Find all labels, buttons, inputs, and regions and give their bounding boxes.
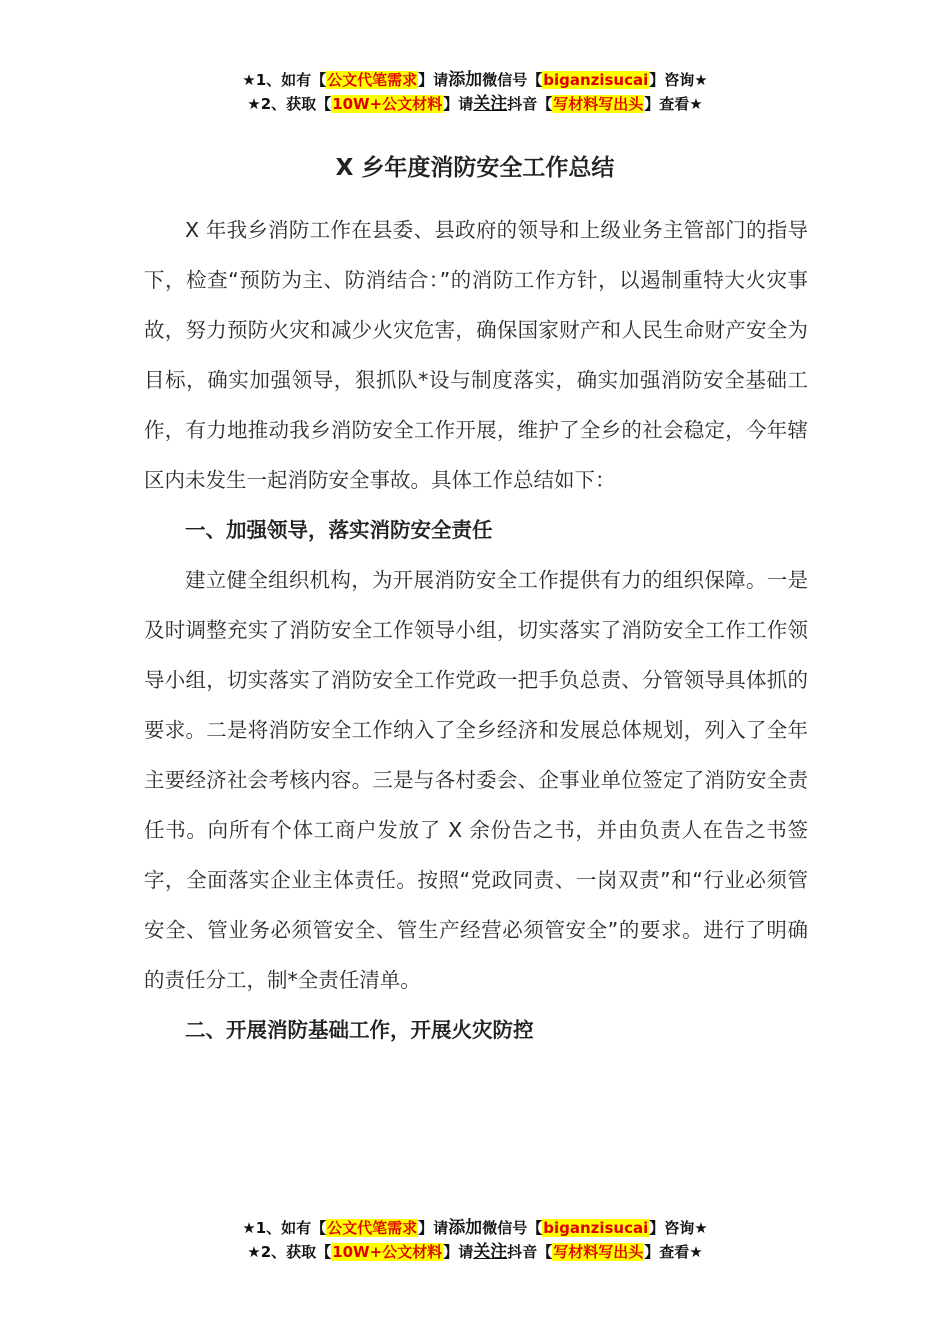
promo-banner-top [0,68,950,116]
promo-line-1 [0,1216,950,1240]
promo-highlight-wechat: biganzisucai [543,71,649,89]
promo-text: ★2、获取【 [247,95,332,113]
promo-text: 抖音【 [507,95,553,113]
promo-banner-bottom [0,1216,950,1264]
promo-text: 】查看★ [644,1243,703,1261]
section-paragraph-1: 建立健全组织机构，为开展消防安全工作提供有力的组织保障。一是及时调整充实了消防安全工作领导小组，切实落实了消防安全工作工作领导小组，切实落实了消防安全工作党政一把手负总责、分管领导具体抓的要求。二是将消防安全工作纳入了全乡经济和发展总体规划，列入了全年主要经济社会考核内容。三是与各村委会、企事业单位签定了消防安全责任书。向所有个体工商户发放了 X 余份告之书，并由负责人在告之书签字，全面落实企业主体责任。按照“党政同责、一岗双责”和“行业必须管安全、管业务必须管安全、管生产经营必须管安全”的要求。进行了明确的责任分工，制*全责任清单。 [144,568,808,992]
intro-paragraph: X 年我乡消防工作在县委、县政府的领导和上级业务主管部门的指导下，检查“预防为主、防消结合：”的消防工作方针，以遏制重特大火灾事故，努力预防火灾和减少火灾危害，确保国家财产和人民生命财产安全为目标，确实加强领导，狠抓队*设与制度落实，确实加强消防安全基础工作，有力地推动我乡消防安全工作开展，维护了全乡的社会稳定，今年辖区内未发生一起消防安全事故。具体工作总结如下： [144,218,808,492]
promo-text: 微信号【 [482,1219,543,1237]
promo-text: 】请 [418,71,449,89]
promo-line-2 [0,92,950,116]
document-body [144,205,808,1055]
promo-highlight: 公文代笔需求 [327,71,418,89]
promo-text: 】请 [443,95,474,113]
promo-text: ★1、如有【 [242,1219,327,1237]
promo-highlight: 公文代笔需求 [327,1219,418,1237]
promo-highlight-douyin: 写材料写出头 [553,1243,644,1261]
promo-highlight: 10W+公文材料 [332,1243,443,1261]
promo-text: ★2、获取【 [247,1243,332,1261]
promo-highlight: 10W+公文材料 [332,95,443,113]
promo-highlight-douyin: 写材料写出头 [553,95,644,113]
section-heading-2: 二、开展消防基础工作，开展火灾防控 [185,1018,534,1042]
promo-emphasis: 关注 [473,1242,508,1262]
promo-emphasis: 添加 [448,70,483,90]
promo-text: 】咨询★ [649,1219,708,1237]
promo-emphasis: 关注 [473,94,508,114]
document-title: X 乡年度消防安全工作总结 [335,155,615,181]
promo-text: 微信号【 [482,71,543,89]
section-heading-1: 一、加强领导，落实消防安全责任 [185,518,493,542]
promo-text: 】咨询★ [649,71,708,89]
promo-text: 抖音【 [507,1243,553,1261]
promo-text: 】请 [443,1243,474,1261]
promo-line-1 [0,68,950,92]
promo-text: 】请 [418,1219,449,1237]
promo-text: ★1、如有【 [242,71,327,89]
promo-emphasis: 添加 [448,1218,483,1238]
promo-text: 】查看★ [644,95,703,113]
promo-line-2 [0,1240,950,1264]
promo-highlight-wechat: biganzisucai [543,1219,649,1237]
